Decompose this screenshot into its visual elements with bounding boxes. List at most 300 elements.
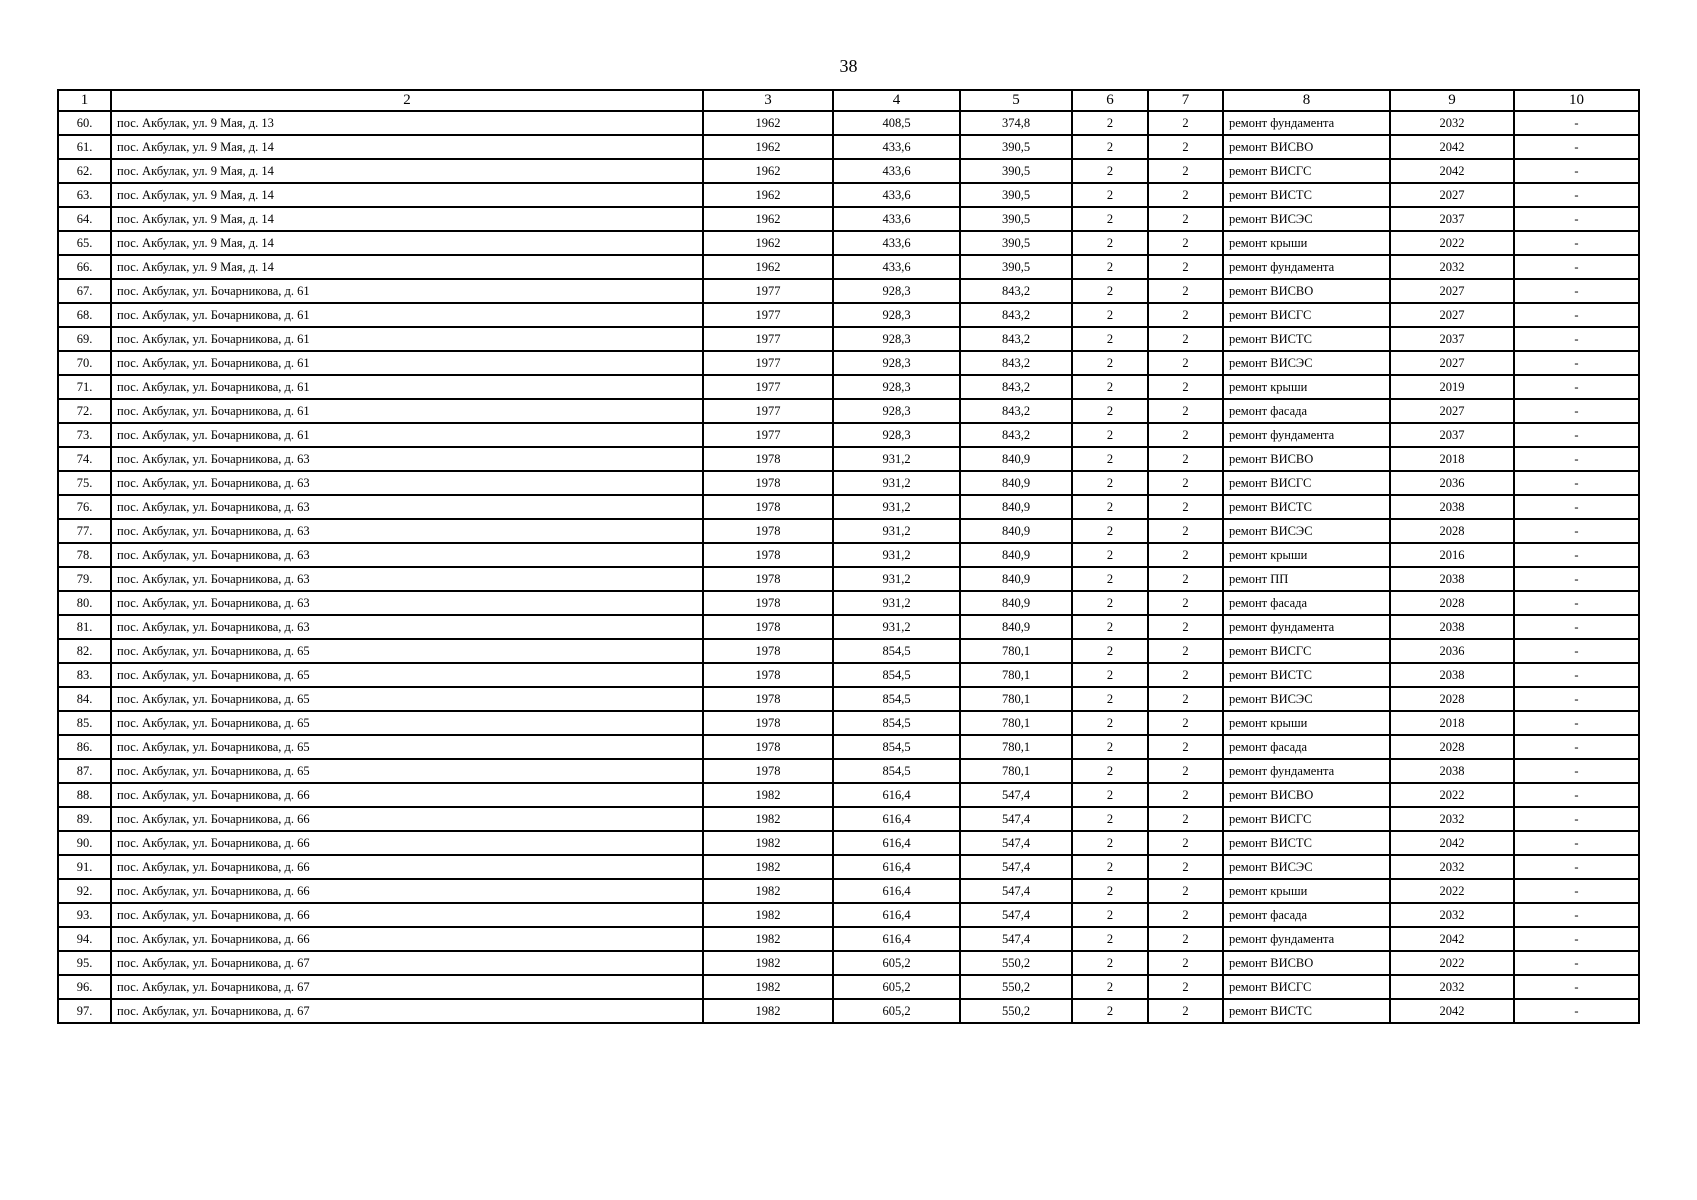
total-area-cell: 616,4 (833, 783, 960, 807)
address-cell: пос. Акбулак, ул. 9 Мая, д. 14 (111, 231, 703, 255)
build-year-cell: 1978 (703, 639, 833, 663)
note-cell: - (1514, 831, 1639, 855)
entrances-cell: 2 (1148, 423, 1223, 447)
column-header: 2 (111, 90, 703, 111)
planned-year-cell: 2028 (1390, 591, 1514, 615)
floors-cell: 2 (1072, 687, 1148, 711)
build-year-cell: 1982 (703, 903, 833, 927)
floors-cell: 2 (1072, 495, 1148, 519)
row-number-cell: 67. (58, 279, 111, 303)
table-row (58, 111, 1639, 135)
entrances-cell: 2 (1148, 207, 1223, 231)
note-cell: - (1514, 615, 1639, 639)
entrances-cell: 2 (1148, 831, 1223, 855)
total-area-cell: 928,3 (833, 327, 960, 351)
living-area-cell: 843,2 (960, 303, 1072, 327)
floors-cell: 2 (1072, 447, 1148, 471)
total-area-cell: 854,5 (833, 735, 960, 759)
table-body (58, 111, 1639, 1023)
row-number-cell: 90. (58, 831, 111, 855)
floors-cell: 2 (1072, 927, 1148, 951)
planned-year-cell: 2038 (1390, 663, 1514, 687)
row-number-cell: 63. (58, 183, 111, 207)
total-area-cell: 605,2 (833, 999, 960, 1023)
address-cell: пос. Акбулак, ул. Бочарникова, д. 61 (111, 327, 703, 351)
row-number-cell: 86. (58, 735, 111, 759)
living-area-cell: 840,9 (960, 447, 1072, 471)
note-cell: - (1514, 255, 1639, 279)
table-row (58, 951, 1639, 975)
entrances-cell: 2 (1148, 279, 1223, 303)
row-number-cell: 83. (58, 663, 111, 687)
row-number-cell: 92. (58, 879, 111, 903)
page-number: 38 (839, 56, 858, 76)
build-year-cell: 1977 (703, 279, 833, 303)
address-cell: пос. Акбулак, ул. Бочарникова, д. 61 (111, 399, 703, 423)
address-cell: пос. Акбулак, ул. 9 Мая, д. 14 (111, 207, 703, 231)
planned-year-cell: 2027 (1390, 303, 1514, 327)
table-row (58, 639, 1639, 663)
total-area-cell: 616,4 (833, 927, 960, 951)
floors-cell: 2 (1072, 735, 1148, 759)
entrances-cell: 2 (1148, 615, 1223, 639)
entrances-cell: 2 (1148, 735, 1223, 759)
repair-type-cell: ремонт ВИСГС (1223, 159, 1390, 183)
planned-year-cell: 2032 (1390, 903, 1514, 927)
living-area-cell: 840,9 (960, 471, 1072, 495)
build-year-cell: 1978 (703, 591, 833, 615)
living-area-cell: 843,2 (960, 327, 1072, 351)
entrances-cell: 2 (1148, 447, 1223, 471)
planned-year-cell: 2038 (1390, 615, 1514, 639)
living-area-cell: 390,5 (960, 255, 1072, 279)
living-area-cell: 547,4 (960, 807, 1072, 831)
repair-type-cell: ремонт фундамента (1223, 255, 1390, 279)
row-number-cell: 93. (58, 903, 111, 927)
note-cell: - (1514, 183, 1639, 207)
note-cell: - (1514, 543, 1639, 567)
entrances-cell: 2 (1148, 303, 1223, 327)
floors-cell: 2 (1072, 711, 1148, 735)
table-row (58, 567, 1639, 591)
entrances-cell: 2 (1148, 591, 1223, 615)
column-header: 1 (58, 90, 111, 111)
entrances-cell: 2 (1148, 927, 1223, 951)
table-row (58, 471, 1639, 495)
planned-year-cell: 2027 (1390, 399, 1514, 423)
address-cell: пос. Акбулак, ул. 9 Мая, д. 14 (111, 135, 703, 159)
note-cell: - (1514, 759, 1639, 783)
living-area-cell: 840,9 (960, 591, 1072, 615)
floors-cell: 2 (1072, 327, 1148, 351)
table-row (58, 495, 1639, 519)
note-cell: - (1514, 927, 1639, 951)
note-cell: - (1514, 903, 1639, 927)
floors-cell: 2 (1072, 759, 1148, 783)
address-cell: пос. Акбулак, ул. Бочарникова, д. 65 (111, 687, 703, 711)
living-area-cell: 780,1 (960, 687, 1072, 711)
note-cell: - (1514, 111, 1639, 135)
repair-type-cell: ремонт фундамента (1223, 615, 1390, 639)
entrances-cell: 2 (1148, 231, 1223, 255)
living-area-cell: 547,4 (960, 903, 1072, 927)
build-year-cell: 1982 (703, 783, 833, 807)
table-row (58, 279, 1639, 303)
table-row (58, 327, 1639, 351)
entrances-cell: 2 (1148, 999, 1223, 1023)
planned-year-cell: 2032 (1390, 807, 1514, 831)
planned-year-cell: 2022 (1390, 783, 1514, 807)
column-header: 10 (1514, 90, 1639, 111)
column-header: 8 (1223, 90, 1390, 111)
living-area-cell: 547,4 (960, 783, 1072, 807)
note-cell: - (1514, 567, 1639, 591)
floors-cell: 2 (1072, 879, 1148, 903)
living-area-cell: 840,9 (960, 519, 1072, 543)
entrances-cell: 2 (1148, 711, 1223, 735)
address-cell: пос. Акбулак, ул. Бочарникова, д. 61 (111, 423, 703, 447)
note-cell: - (1514, 711, 1639, 735)
entrances-cell: 2 (1148, 111, 1223, 135)
planned-year-cell: 2027 (1390, 183, 1514, 207)
repair-type-cell: ремонт ВИСЭС (1223, 207, 1390, 231)
address-cell: пос. Акбулак, ул. Бочарникова, д. 65 (111, 759, 703, 783)
living-area-cell: 780,1 (960, 639, 1072, 663)
living-area-cell: 843,2 (960, 279, 1072, 303)
build-year-cell: 1978 (703, 663, 833, 687)
address-cell: пос. Акбулак, ул. Бочарникова, д. 63 (111, 447, 703, 471)
entrances-cell: 2 (1148, 399, 1223, 423)
repair-type-cell: ремонт фасада (1223, 735, 1390, 759)
entrances-cell: 2 (1148, 519, 1223, 543)
total-area-cell: 931,2 (833, 591, 960, 615)
row-number-cell: 96. (58, 975, 111, 999)
build-year-cell: 1982 (703, 975, 833, 999)
floors-cell: 2 (1072, 951, 1148, 975)
planned-year-cell: 2037 (1390, 423, 1514, 447)
living-area-cell: 780,1 (960, 735, 1072, 759)
address-cell: пос. Акбулак, ул. Бочарникова, д. 61 (111, 375, 703, 399)
table-row (58, 927, 1639, 951)
floors-cell: 2 (1072, 903, 1148, 927)
column-header: 6 (1072, 90, 1148, 111)
note-cell: - (1514, 687, 1639, 711)
table-row (58, 759, 1639, 783)
total-area-cell: 928,3 (833, 375, 960, 399)
planned-year-cell: 2032 (1390, 855, 1514, 879)
row-number-cell: 80. (58, 591, 111, 615)
address-cell: пос. Акбулак, ул. Бочарникова, д. 66 (111, 807, 703, 831)
planned-year-cell: 2037 (1390, 207, 1514, 231)
planned-year-cell: 2042 (1390, 159, 1514, 183)
floors-cell: 2 (1072, 207, 1148, 231)
build-year-cell: 1977 (703, 399, 833, 423)
repair-type-cell: ремонт крыши (1223, 543, 1390, 567)
repair-type-cell: ремонт фундамента (1223, 759, 1390, 783)
living-area-cell: 390,5 (960, 231, 1072, 255)
planned-year-cell: 2038 (1390, 495, 1514, 519)
living-area-cell: 390,5 (960, 159, 1072, 183)
planned-year-cell: 2032 (1390, 975, 1514, 999)
table-row (58, 591, 1639, 615)
living-area-cell: 840,9 (960, 543, 1072, 567)
build-year-cell: 1982 (703, 807, 833, 831)
repair-type-cell: ремонт фасада (1223, 591, 1390, 615)
address-cell: пос. Акбулак, ул. Бочарникова, д. 61 (111, 279, 703, 303)
total-area-cell: 854,5 (833, 711, 960, 735)
row-number-cell: 68. (58, 303, 111, 327)
floors-cell: 2 (1072, 783, 1148, 807)
repair-type-cell: ремонт ВИСЭС (1223, 519, 1390, 543)
build-year-cell: 1962 (703, 183, 833, 207)
floors-cell: 2 (1072, 183, 1148, 207)
living-area-cell: 547,4 (960, 831, 1072, 855)
address-cell: пос. Акбулак, ул. Бочарникова, д. 61 (111, 303, 703, 327)
row-number-cell: 70. (58, 351, 111, 375)
entrances-cell: 2 (1148, 975, 1223, 999)
address-cell: пос. Акбулак, ул. Бочарникова, д. 65 (111, 711, 703, 735)
planned-year-cell: 2019 (1390, 375, 1514, 399)
build-year-cell: 1977 (703, 423, 833, 447)
repair-type-cell: ремонт фундамента (1223, 423, 1390, 447)
repair-type-cell: ремонт фасада (1223, 399, 1390, 423)
note-cell: - (1514, 231, 1639, 255)
entrances-cell: 2 (1148, 159, 1223, 183)
row-number-cell: 65. (58, 231, 111, 255)
build-year-cell: 1962 (703, 231, 833, 255)
planned-year-cell: 2018 (1390, 711, 1514, 735)
total-area-cell: 616,4 (833, 807, 960, 831)
repair-type-cell: ремонт ВИСВО (1223, 279, 1390, 303)
planned-year-cell: 2016 (1390, 543, 1514, 567)
address-cell: пос. Акбулак, ул. Бочарникова, д. 66 (111, 783, 703, 807)
repair-type-cell: ремонт ВИСВО (1223, 135, 1390, 159)
floors-cell: 2 (1072, 471, 1148, 495)
row-number-cell: 78. (58, 543, 111, 567)
repair-type-cell: ремонт фундамента (1223, 927, 1390, 951)
note-cell: - (1514, 735, 1639, 759)
total-area-cell: 931,2 (833, 447, 960, 471)
floors-cell: 2 (1072, 591, 1148, 615)
row-number-cell: 91. (58, 855, 111, 879)
total-area-cell: 616,4 (833, 831, 960, 855)
address-cell: пос. Акбулак, ул. Бочарникова, д. 61 (111, 351, 703, 375)
repair-type-cell: ремонт ВИСВО (1223, 783, 1390, 807)
note-cell: - (1514, 351, 1639, 375)
column-header: 7 (1148, 90, 1223, 111)
address-cell: пос. Акбулак, ул. Бочарникова, д. 65 (111, 639, 703, 663)
living-area-cell: 843,2 (960, 375, 1072, 399)
address-cell: пос. Акбулак, ул. Бочарникова, д. 63 (111, 591, 703, 615)
note-cell: - (1514, 303, 1639, 327)
row-number-cell: 95. (58, 951, 111, 975)
entrances-cell: 2 (1148, 543, 1223, 567)
build-year-cell: 1962 (703, 207, 833, 231)
row-number-cell: 87. (58, 759, 111, 783)
address-cell: пос. Акбулак, ул. Бочарникова, д. 63 (111, 615, 703, 639)
planned-year-cell: 2022 (1390, 879, 1514, 903)
entrances-cell: 2 (1148, 639, 1223, 663)
floors-cell: 2 (1072, 111, 1148, 135)
planned-year-cell: 2036 (1390, 471, 1514, 495)
note-cell: - (1514, 999, 1639, 1023)
planned-year-cell: 2038 (1390, 567, 1514, 591)
build-year-cell: 1962 (703, 111, 833, 135)
row-number-cell: 79. (58, 567, 111, 591)
build-year-cell: 1978 (703, 687, 833, 711)
total-area-cell: 931,2 (833, 471, 960, 495)
table-row (58, 543, 1639, 567)
note-cell: - (1514, 447, 1639, 471)
floors-cell: 2 (1072, 351, 1148, 375)
row-number-cell: 94. (58, 927, 111, 951)
planned-year-cell: 2032 (1390, 255, 1514, 279)
floors-cell: 2 (1072, 423, 1148, 447)
note-cell: - (1514, 135, 1639, 159)
row-number-cell: 77. (58, 519, 111, 543)
repair-type-cell: ремонт ВИСГС (1223, 639, 1390, 663)
floors-cell: 2 (1072, 135, 1148, 159)
column-header: 4 (833, 90, 960, 111)
row-number-cell: 85. (58, 711, 111, 735)
total-area-cell: 616,4 (833, 855, 960, 879)
living-area-cell: 550,2 (960, 951, 1072, 975)
total-area-cell: 433,6 (833, 135, 960, 159)
total-area-cell: 928,3 (833, 303, 960, 327)
planned-year-cell: 2028 (1390, 519, 1514, 543)
planned-year-cell: 2042 (1390, 999, 1514, 1023)
total-area-cell: 854,5 (833, 639, 960, 663)
floors-cell: 2 (1072, 231, 1148, 255)
note-cell: - (1514, 423, 1639, 447)
note-cell: - (1514, 279, 1639, 303)
table-row (58, 711, 1639, 735)
build-year-cell: 1978 (703, 495, 833, 519)
row-number-cell: 66. (58, 255, 111, 279)
planned-year-cell: 2022 (1390, 951, 1514, 975)
entrances-cell: 2 (1148, 567, 1223, 591)
floors-cell: 2 (1072, 279, 1148, 303)
build-year-cell: 1977 (703, 351, 833, 375)
build-year-cell: 1978 (703, 735, 833, 759)
repair-type-cell: ремонт ВИСТС (1223, 495, 1390, 519)
floors-cell: 2 (1072, 855, 1148, 879)
address-cell: пос. Акбулак, ул. 9 Мая, д. 14 (111, 255, 703, 279)
repair-type-cell: ремонт фасада (1223, 903, 1390, 927)
row-number-cell: 62. (58, 159, 111, 183)
total-area-cell: 433,6 (833, 159, 960, 183)
living-area-cell: 840,9 (960, 567, 1072, 591)
table-row (58, 807, 1639, 831)
planned-year-cell: 2042 (1390, 927, 1514, 951)
repair-type-cell: ремонт ВИСЭС (1223, 351, 1390, 375)
build-year-cell: 1977 (703, 327, 833, 351)
entrances-cell: 2 (1148, 255, 1223, 279)
living-area-cell: 550,2 (960, 975, 1072, 999)
planned-year-cell: 2027 (1390, 279, 1514, 303)
living-area-cell: 843,2 (960, 351, 1072, 375)
entrances-cell: 2 (1148, 807, 1223, 831)
total-area-cell: 931,2 (833, 495, 960, 519)
row-number-cell: 74. (58, 447, 111, 471)
entrances-cell: 2 (1148, 375, 1223, 399)
note-cell: - (1514, 807, 1639, 831)
table-row (58, 447, 1639, 471)
living-area-cell: 843,2 (960, 399, 1072, 423)
living-area-cell: 780,1 (960, 711, 1072, 735)
table-row (58, 183, 1639, 207)
row-number-cell: 88. (58, 783, 111, 807)
living-area-cell: 390,5 (960, 183, 1072, 207)
build-year-cell: 1978 (703, 447, 833, 471)
planned-year-cell: 2028 (1390, 687, 1514, 711)
table-row (58, 855, 1639, 879)
row-number-cell: 73. (58, 423, 111, 447)
row-number-cell: 84. (58, 687, 111, 711)
address-cell: пос. Акбулак, ул. Бочарникова, д. 66 (111, 855, 703, 879)
address-cell: пос. Акбулак, ул. Бочарникова, д. 66 (111, 927, 703, 951)
build-year-cell: 1962 (703, 135, 833, 159)
entrances-cell: 2 (1148, 687, 1223, 711)
living-area-cell: 390,5 (960, 207, 1072, 231)
total-area-cell: 928,3 (833, 423, 960, 447)
entrances-cell: 2 (1148, 759, 1223, 783)
total-area-cell: 433,6 (833, 231, 960, 255)
note-cell: - (1514, 159, 1639, 183)
total-area-cell: 928,3 (833, 351, 960, 375)
planned-year-cell: 2018 (1390, 447, 1514, 471)
total-area-cell: 931,2 (833, 543, 960, 567)
row-number-cell: 71. (58, 375, 111, 399)
planned-year-cell: 2042 (1390, 831, 1514, 855)
repair-type-cell: ремонт ВИСТС (1223, 663, 1390, 687)
build-year-cell: 1982 (703, 831, 833, 855)
table-row (58, 375, 1639, 399)
floors-cell: 2 (1072, 639, 1148, 663)
address-cell: пос. Акбулак, ул. 9 Мая, д. 13 (111, 111, 703, 135)
living-area-cell: 547,4 (960, 855, 1072, 879)
floors-cell: 2 (1072, 303, 1148, 327)
note-cell: - (1514, 951, 1639, 975)
row-number-cell: 82. (58, 639, 111, 663)
planned-year-cell: 2037 (1390, 327, 1514, 351)
row-number-cell: 69. (58, 327, 111, 351)
living-area-cell: 840,9 (960, 495, 1072, 519)
floors-cell: 2 (1072, 663, 1148, 687)
address-cell: пос. Акбулак, ул. Бочарникова, д. 63 (111, 495, 703, 519)
planned-year-cell: 2042 (1390, 135, 1514, 159)
repair-type-cell: ремонт крыши (1223, 375, 1390, 399)
table-row (58, 903, 1639, 927)
note-cell: - (1514, 879, 1639, 903)
table-row (58, 831, 1639, 855)
entrances-cell: 2 (1148, 183, 1223, 207)
build-year-cell: 1978 (703, 759, 833, 783)
living-area-cell: 547,4 (960, 879, 1072, 903)
build-year-cell: 1978 (703, 543, 833, 567)
row-number-cell: 97. (58, 999, 111, 1023)
total-area-cell: 433,6 (833, 255, 960, 279)
repair-type-cell: ремонт ВИСГС (1223, 471, 1390, 495)
entrances-cell: 2 (1148, 879, 1223, 903)
address-cell: пос. Акбулак, ул. 9 Мая, д. 14 (111, 183, 703, 207)
entrances-cell: 2 (1148, 783, 1223, 807)
address-cell: пос. Акбулак, ул. Бочарникова, д. 67 (111, 975, 703, 999)
living-area-cell: 780,1 (960, 663, 1072, 687)
note-cell: - (1514, 855, 1639, 879)
build-year-cell: 1978 (703, 711, 833, 735)
total-area-cell: 433,6 (833, 207, 960, 231)
